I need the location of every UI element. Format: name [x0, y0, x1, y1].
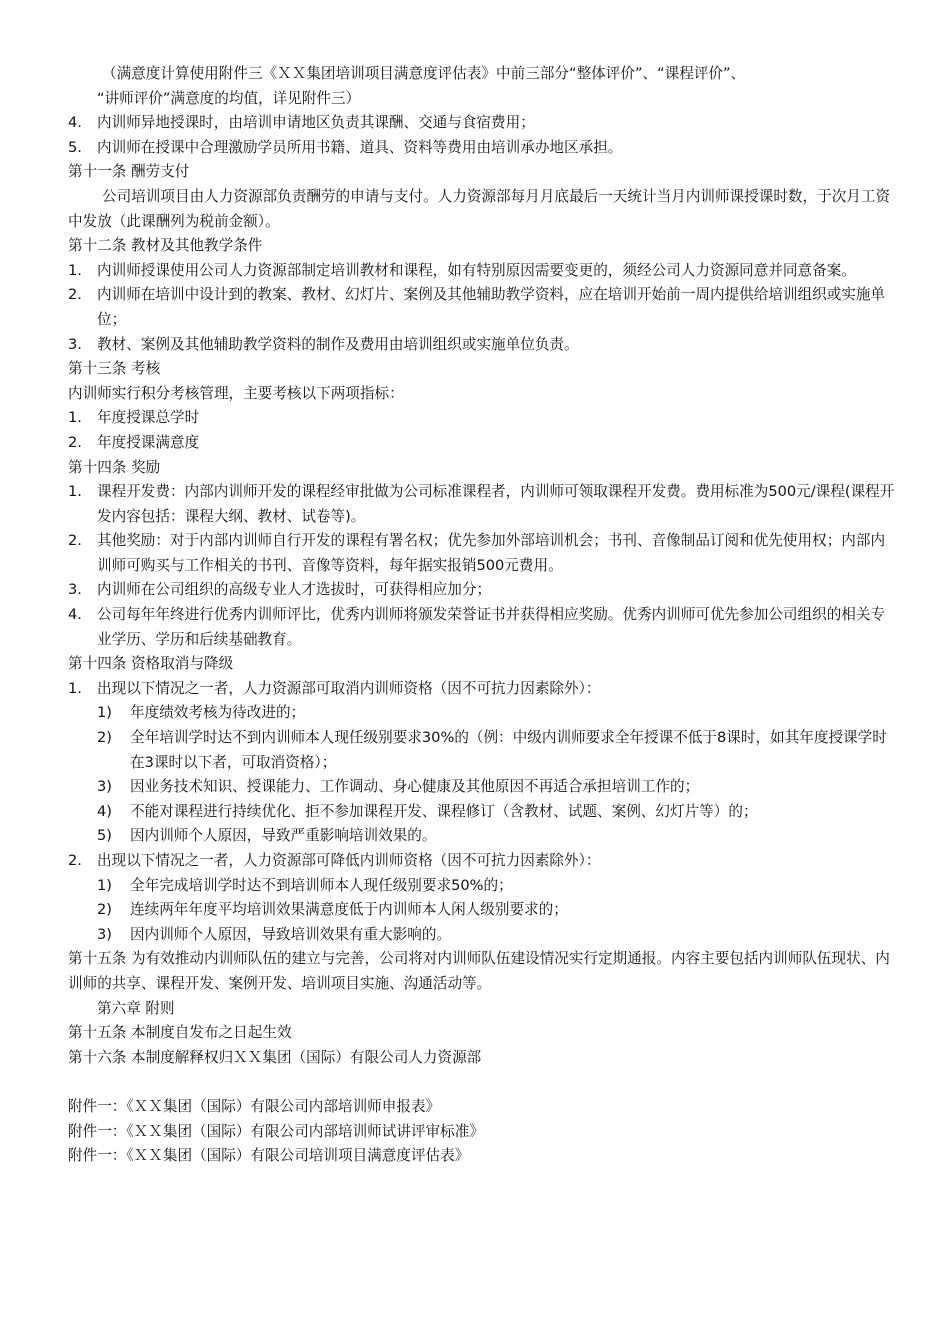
sub-list-item — [68, 923, 898, 948]
list-number: 3. — [68, 335, 82, 353]
article-13-intro: 内训师实行积分考核管理，主要考核以下两项指标： — [68, 384, 404, 402]
sub-list-number: 3) — [97, 778, 112, 796]
sub-list-number: 1) — [97, 704, 112, 722]
sub-list-item — [68, 775, 898, 800]
list-item — [68, 677, 898, 702]
list-text: 公司每年年终进行优秀内训师评比，优秀内训师将颁发荣誉证书并获得相应奖励。优秀内训师可优先参加公司组织的相关专业学历、学历和后续基础教育。 — [97, 606, 886, 648]
sub-list-number: 1) — [97, 876, 112, 894]
list-number: 2. — [68, 286, 82, 304]
blank-line — [68, 1070, 898, 1095]
sub-list-item — [68, 701, 898, 726]
sub-list-text: 因内训师个人原因，导致培训效果有重大影响的。 — [130, 925, 452, 943]
article-13-heading: 第十三条 考核 — [68, 360, 161, 378]
sub-list-text: 连续两年年度平均培训效果满意度低于内训师本人闲人级别要求的； — [130, 901, 568, 919]
sub-list-text: 年度绩效考核为待改进的； — [130, 704, 306, 722]
list-number: 1. — [68, 483, 82, 501]
list-text: 内训师授课使用公司人力资源部制定培训教材和课程，如有特别原因需要变更的，须经公司人力资源同意并同意备案。 — [97, 261, 856, 279]
sub-list-text: 不能对课程进行持续优化、拒不参加课程开发、课程修订（含教材、试题、案例、幻灯片等）的； — [130, 802, 758, 820]
sub-list-number: 3) — [97, 925, 112, 943]
sub-list-item — [68, 800, 898, 825]
list-number: 3. — [68, 581, 82, 599]
list-item — [68, 529, 898, 578]
attachment-line: 附件一：《ＸＸ集团（国际）有限公司培训项目满意度评估表》 — [68, 1147, 470, 1165]
list-number: 4. — [68, 114, 82, 132]
list-text: 其他奖励：对于内部内训师自行开发的课程有署名权；优先参加外部培训机会；书刊、音像制品订阅和优先使用权；内部内训师可购买与工作相关的书刊、音像等资料，每年据实报销500元费用。 — [97, 532, 886, 574]
list-text: 内训师在授课中合理激励学员所用书籍、道具、资料等费用由培训承办地区承担。 — [97, 138, 623, 156]
list-item — [68, 136, 898, 161]
list-text: 教材、案例及其他辅助教学资料的制作及费用由培训组织或实施单位负责。 — [97, 335, 579, 353]
sub-list-number: 4) — [97, 802, 112, 820]
attachment-line: 附件一：《ＸＸ集团（国际）有限公司内部培训师申报表》 — [68, 1097, 441, 1115]
list-item — [68, 480, 898, 529]
list-text: 内训师在公司组织的高级专业人才选拔时，可获得相应加分； — [97, 581, 492, 599]
list-item — [68, 259, 898, 284]
list-item — [68, 111, 898, 136]
sub-list-text: 全年完成培训学时达不到培训师本人现任级别要求50%的； — [130, 876, 513, 894]
list-item — [68, 333, 898, 358]
list-item — [68, 603, 898, 652]
list-number: 2. — [68, 433, 82, 451]
list-text: 内训师异地授课时，由培训申请地区负责其课酬、交通与食宿费用； — [97, 114, 535, 132]
article-11-body: 公司培训项目由人力资源部负责酬劳的申请与支付。人力资源部每月月底最后一天统计当月内训师课授课时数，于次月工资中发放（此课酬列为税前金额）。 — [68, 187, 891, 230]
list-number: 2. — [68, 852, 82, 869]
sub-list-item — [68, 726, 898, 775]
satisfaction-note-line1: （满意度计算使用附件三《ＸＸ集团培训项目满意度评估表》中前三部分“整体评价”、“课程评价”、 — [102, 65, 746, 82]
article-14-heading: 第十四条 奖励 — [68, 458, 161, 476]
list-text: 出现以下情况之一者，人力资源部可降低内训师资格（因不可抗力因素除外）： — [97, 852, 601, 869]
sub-list-number: 2) — [97, 901, 112, 919]
list-item — [68, 431, 898, 456]
list-number: 1. — [68, 679, 82, 697]
list-text: 年度授课满意度 — [97, 433, 200, 451]
satisfaction-note-line2: “讲师评价”满意度的均值，详见附件三） — [97, 89, 361, 107]
list-number: 2. — [68, 532, 82, 550]
list-text: 课程开发费：内部内训师开发的课程经审批做为公司标准课程者，内训师可领取课程开发费。费用标准为500元/课程(课程开发内容包括：课程大纲、教材、试卷等)。 — [97, 483, 895, 525]
article-12-heading: 第十二条 教材及其他教学条件 — [68, 237, 263, 255]
sub-list-item — [68, 898, 898, 923]
list-number: 1. — [68, 261, 82, 279]
article-11-heading: 第十一条 酬劳支付 — [68, 163, 190, 181]
sub-list-number: 5) — [97, 827, 112, 845]
chapter-6-line: 第十六条 本制度解释权归ＸＸ集团（国际）有限公司人力资源部 — [68, 1048, 482, 1066]
list-number: 5. — [68, 138, 82, 156]
list-item — [68, 578, 898, 603]
sub-list-number: 2) — [97, 729, 112, 747]
sub-list-text: 因内训师个人原因，导致严重影响培训效果的。 — [130, 827, 437, 845]
list-text: 年度授课总学时 — [97, 409, 200, 427]
sub-list-item — [68, 824, 898, 849]
list-item — [68, 849, 898, 874]
document-body — [68, 62, 898, 1169]
chapter-6-heading: 第六章 附则 — [97, 999, 175, 1017]
chapter-6-line: 第十五条 本制度自发布之日起生效 — [68, 1024, 292, 1042]
list-item — [68, 406, 898, 431]
list-text: 内训师在培训中设计到的教案、教材、幻灯片、案例及其他辅助教学资料，应在培训开始前一周内提供给培训组织或实施单位； — [97, 286, 886, 328]
article-14b-heading: 第十四条 资格取消与降级 — [68, 655, 234, 673]
sub-list-text: 因业务技术知识、授课能力、工作调动、身心健康及其他原因不再适合承担培训工作的； — [130, 778, 700, 796]
list-number: 4. — [68, 606, 82, 624]
list-number: 1. — [68, 409, 82, 427]
sub-list-item — [68, 874, 898, 899]
sub-list-text: 全年培训学时达不到内训师本人现任级别要求30%的（例：中级内训师要求全年授课不低于8课时，如其年度授课学时在3课时以下者，可取消资格）； — [130, 729, 887, 771]
list-text: 出现以下情况之一者，人力资源部可取消内训师资格（因不可抗力因素除外）： — [97, 679, 601, 697]
article-15-paragraph: 第十五条 为有效推动内训师队伍的建立与完善，公司将对内训师队伍建设情况实行定期通报。内容主要包括内训师队伍现状、内训师的共享、课程开发、案例开发、培训项目实施、沟通活动等。 — [68, 950, 890, 992]
attachment-line: 附件一：《ＸＸ集团（国际）有限公司内部培训师试讲评审标准》 — [68, 1122, 484, 1140]
list-item — [68, 283, 898, 332]
